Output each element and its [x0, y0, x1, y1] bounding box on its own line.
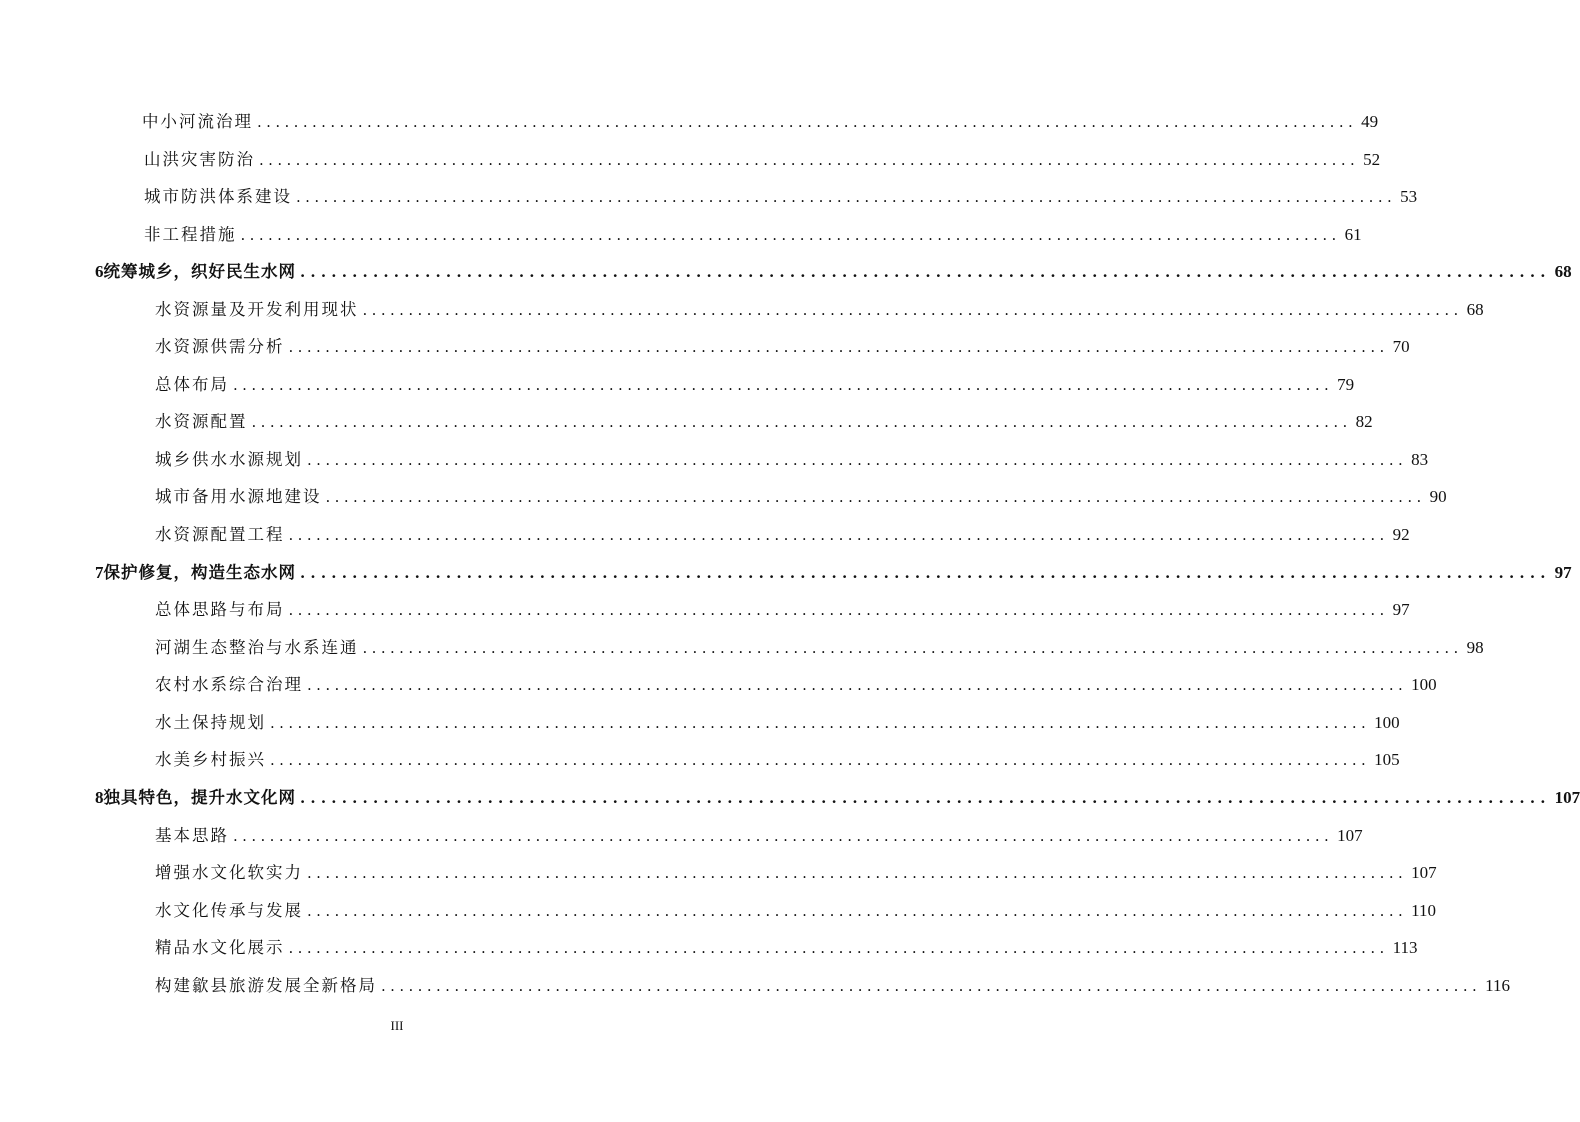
toc-entry[interactable]	[155, 968, 1511, 996]
toc-entry-page: 107	[1411, 863, 1437, 882]
toc-entry-page: 53	[1400, 187, 1418, 206]
toc-entry-title: 非工程措施	[144, 225, 237, 244]
toc-entry[interactable]	[155, 404, 1373, 432]
toc-dot-leader: ........................................................................................................................	[307, 451, 1408, 469]
toc-entry[interactable]	[155, 893, 1437, 921]
toc-entry-title: 水文化传承与发展	[155, 901, 303, 920]
toc-entry-title: 水资源配置	[155, 412, 248, 431]
toc-entry-title: 独具特色，提升水文化网	[103, 788, 296, 807]
page-number: III	[390, 1018, 404, 1033]
toc-entry-title: 总体布局	[155, 375, 229, 394]
toc-entry-page: 113	[1392, 938, 1418, 957]
toc-chapter-entry[interactable]	[95, 555, 1572, 583]
toc-entry-page: 68	[1466, 300, 1484, 319]
toc-entry-page: 90	[1429, 487, 1447, 506]
toc-entry-page: 83	[1411, 450, 1429, 469]
toc-entry-page: 61	[1344, 225, 1362, 244]
toc-entry-title: 基本思路	[155, 826, 229, 845]
toc-entry-title: 总体思路与布局	[155, 600, 285, 619]
toc-entry-page: 97	[1554, 563, 1572, 582]
toc-entry-title: 城市备用水源地建设	[155, 487, 322, 506]
toc-entry-page: 92	[1392, 525, 1410, 544]
toc-entry-title: 水资源配置工程	[155, 525, 285, 544]
toc-dot-leader: ........................................................................................................................	[251, 413, 1352, 431]
toc-chapter-entry[interactable]	[95, 780, 1580, 808]
toc-chapter-number: 8	[95, 788, 104, 807]
toc-entry[interactable]	[155, 630, 1484, 658]
toc-entry-page: 116	[1485, 976, 1511, 995]
toc-entry-title: 中小河流治理	[142, 112, 253, 131]
toc-dot-leader: ........................................................................................................................	[270, 714, 1371, 732]
toc-dot-leader: ........................................................................................................................	[296, 188, 1397, 206]
toc-dot-leader: ........................................................................................................................	[288, 601, 1389, 619]
toc-entry[interactable]	[155, 367, 1355, 395]
toc-entry-title: 构建歙县旅游发展全新格局	[155, 976, 377, 995]
toc-entry-page: 82	[1355, 412, 1373, 431]
toc-entry[interactable]	[155, 517, 1410, 545]
toc-entry[interactable]	[144, 179, 1418, 207]
toc-dot-leader: ........................................................................................................................	[300, 564, 1551, 582]
toc-entry-page: 110	[1411, 901, 1437, 920]
toc-entry[interactable]	[155, 442, 1429, 470]
toc-dot-leader: ........................................................................................................................	[307, 902, 1408, 920]
toc-entry-title: 保护修复，构造生态水网	[103, 563, 296, 582]
toc-entry-title: 水资源供需分析	[155, 337, 285, 356]
toc-dot-leader: ........................................................................................................................	[325, 488, 1426, 506]
toc-chapter-number: 7	[95, 563, 104, 582]
toc-entry-title: 水美乡村振兴	[155, 750, 266, 769]
toc-dot-leader: ........................................................................................................................	[362, 639, 1463, 657]
toc-entry[interactable]	[155, 292, 1484, 320]
toc-entry[interactable]	[144, 142, 1381, 170]
toc-entry[interactable]	[155, 705, 1400, 733]
toc-dot-leader: ........................................................................................................................	[362, 301, 1463, 319]
toc-entry-title: 河湖生态整治与水系连通	[155, 638, 359, 657]
toc-dot-leader: ........................................................................................................................	[300, 789, 1551, 807]
toc-chapter-number: 6	[95, 262, 104, 281]
toc-entry-page: 105	[1374, 750, 1400, 769]
toc-entry[interactable]	[144, 217, 1362, 245]
toc-entry-title: 增强水文化软实力	[155, 863, 303, 882]
toc-dot-leader: ........................................................................................................................	[240, 226, 1341, 244]
toc-entry-page: 70	[1392, 337, 1410, 356]
toc-dot-leader: ........................................................................................................................	[270, 751, 1371, 769]
toc-entry-title: 统筹城乡，织好民生水网	[103, 262, 296, 281]
toc-entry-title: 农村水系综合治理	[155, 675, 303, 694]
toc-entry-page: 100	[1374, 713, 1400, 732]
toc-entry-page: 79	[1337, 375, 1355, 394]
toc-entry-title: 山洪灾害防治	[144, 150, 255, 169]
toc-entry-page: 100	[1411, 675, 1437, 694]
toc-entry[interactable]	[155, 855, 1437, 883]
toc-dot-leader: ........................................................................................................................	[288, 939, 1389, 957]
toc-entry-title: 水资源量及开发利用现状	[155, 300, 359, 319]
toc-dot-leader: ........................................................................................................................	[307, 864, 1408, 882]
toc-dot-leader: ........................................................................................................................	[259, 151, 1360, 169]
toc-dot-leader: ........................................................................................................................	[300, 263, 1551, 281]
toc-entry[interactable]	[155, 667, 1437, 695]
toc-entry-page: 97	[1392, 600, 1410, 619]
toc-entry[interactable]	[155, 329, 1410, 357]
toc-dot-leader: ........................................................................................................................	[288, 526, 1389, 544]
toc-entry-page: 107	[1554, 788, 1580, 807]
toc-entry[interactable]	[155, 479, 1447, 507]
toc-dot-leader: ........................................................................................................................	[307, 676, 1408, 694]
toc-entry-page: 52	[1363, 150, 1381, 169]
toc-entry-page: 98	[1466, 638, 1484, 657]
toc-dot-leader: ........................................................................................................................	[233, 827, 1334, 845]
toc-entry-page: 49	[1361, 112, 1379, 131]
toc-entry-page: 68	[1554, 262, 1572, 281]
toc-entry[interactable]	[155, 930, 1418, 958]
toc-entry-title: 城乡供水水源规划	[155, 450, 303, 469]
toc-dot-leader: ........................................................................................................................	[381, 977, 1482, 995]
toc-entry[interactable]	[142, 104, 1379, 132]
toc-entry-page: 107	[1337, 826, 1363, 845]
toc-dot-leader: ........................................................................................................................	[257, 113, 1358, 131]
toc-entry-title: 城市防洪体系建设	[144, 187, 292, 206]
toc-entry[interactable]	[155, 742, 1400, 770]
toc-chapter-entry[interactable]	[95, 254, 1572, 282]
toc-entry-title: 精品水文化展示	[155, 938, 285, 957]
toc-entry[interactable]	[155, 592, 1410, 620]
toc-entry-title: 水土保持规划	[155, 713, 266, 732]
toc-entry[interactable]	[155, 818, 1363, 846]
toc-dot-leader: ........................................................................................................................	[233, 376, 1334, 394]
toc-dot-leader: ........................................................................................................................	[288, 338, 1389, 356]
